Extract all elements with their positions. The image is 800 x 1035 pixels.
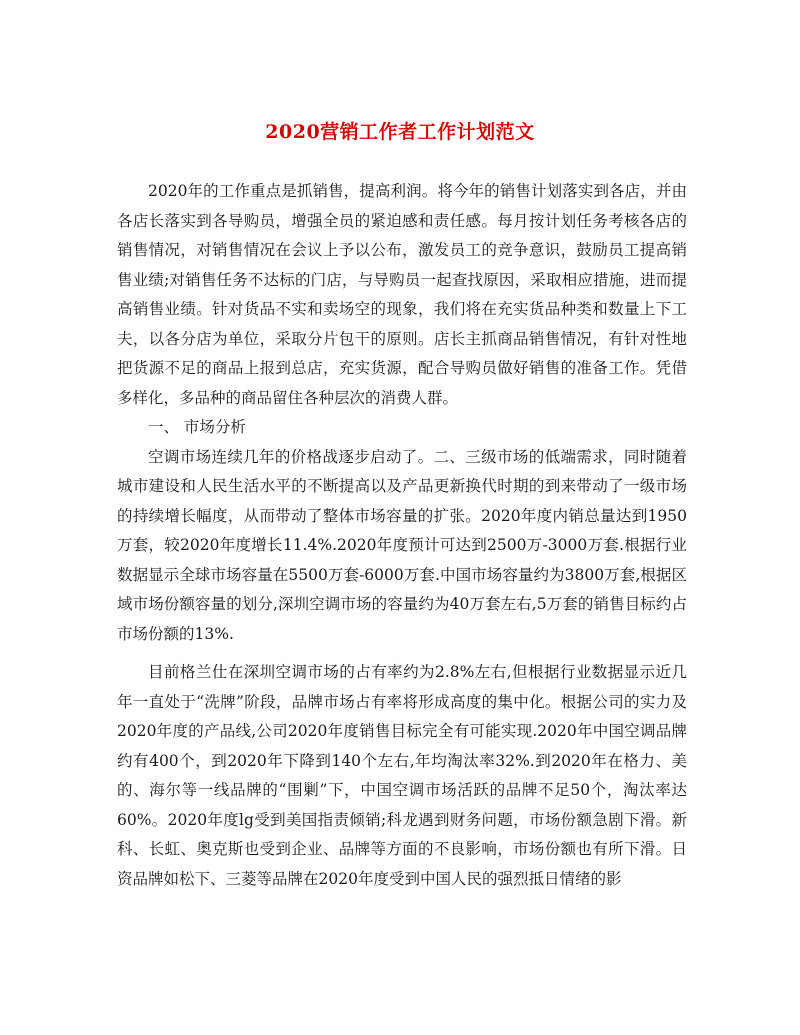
- paragraph-market-size: 空调市场连续几年的价格战逐步启动了。二、三级市场的低端需求，同时随着城市建设和人民生活水平的不断提高以及产品更新换代时期的到来带动了一级市场的持续增长幅度，从而带动了整体市场容量的扩张。2020年度内销总量达到1950万套，较2020年度增长11.4%.2020年度预计可达到2500万-3000万套.根据行业数据显示全球市场容量在5500万套-6000万套.中国市场容量约为3800万套,根据区域市场份额容量的划分,深圳空调市场的容量约为40万套左右,5万套的销售目标约占市场份额的13%.: [117, 447, 687, 643]
- document-title: 2020营销工作者工作计划范文: [265, 121, 535, 143]
- document-body: [117, 177, 687, 894]
- paragraph-sales-focus: 2020年的工作重点是抓销售，提高利润。将今年的销售计划落实到各店，并由各店长落实到各导购员，增强全员的紧迫感和责任感。每月按计划任务考核各店的销售情况，对销售情况在会议上予以公布，激发员工的竞争意识，鼓励员工提高销售业绩;对销售任务不达标的门店，与导购员一起查找原因，采取相应措施，进而提高销售业绩。针对货品不实和卖场空的现象，我们将在充实货品种类和数量上下工夫，以各分店为单位，采取分片包干的原则。店长主抓商品销售情况，有针对性地把货源不足的商品上报到总店，充实货源，配合导购员做好销售的准备工作。凭借多样化，多品种的商品留住各种层次的消费人群。: [117, 182, 687, 407]
- section-heading-market-analysis: 一、 市场分析: [148, 418, 246, 436]
- paragraph-market-share: 目前格兰仕在深圳空调市场的占有率约为2.8%左右,但根据行业数据显示近几年一直处于“洗牌”阶段，品牌市场占有率将形成高度的集中化。根据公司的实力及2020年度的产品线,公司2020年度销售目标完全有可能实现.2020年中国空调品牌约有400个，到2020年下降到140个左右,年均淘汰率32%.到2020年在格力、美的、海尔等一线品牌的“围剿”下，中国空调市场活跃的品牌不足50个，淘汰率达60%。2020年度lg受到美国指责倾销;科龙遇到财务问题，市场份额急剧下滑。新科、长虹、奥克斯也受到企业、品牌等方面的不良影响，市场份额也有所下滑。日资品牌如松下、三菱等品牌在2020年度受到中国人民的强烈抵日情绪的影: [117, 663, 687, 888]
